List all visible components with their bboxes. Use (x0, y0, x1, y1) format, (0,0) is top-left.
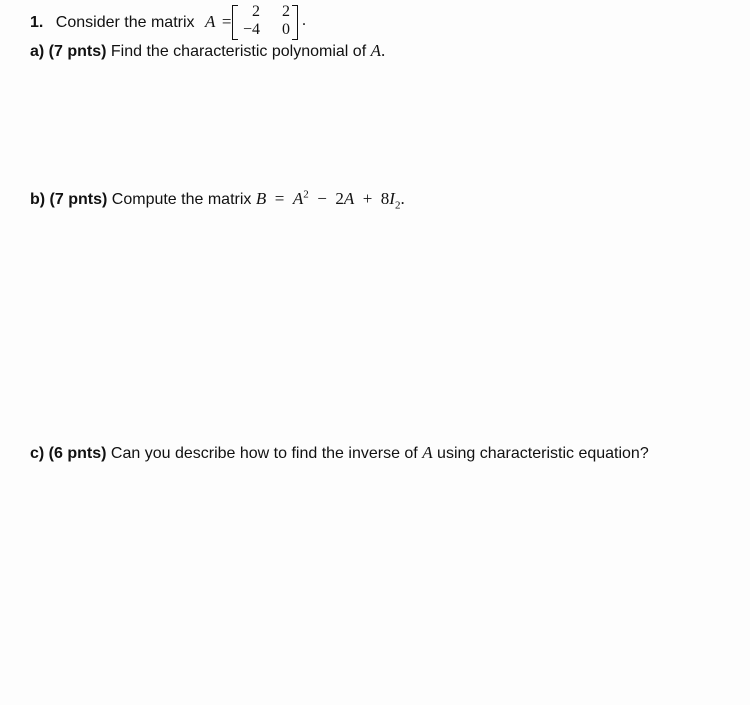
matrix-period: . (302, 12, 306, 29)
matrix-cell-1-2: 2 (282, 3, 290, 20)
question-1-header (30, 12, 231, 33)
part-b (30, 189, 405, 210)
matrix-right-bracket (292, 5, 298, 40)
eq-A: A (343, 189, 355, 208)
part-b-text: Compute the matrix (111, 191, 252, 208)
part-a-period: . (380, 41, 386, 60)
eq-identity-subscript: 2 (394, 199, 401, 212)
eq-identity: I (389, 189, 395, 208)
part-c-label: c) (6 pnts) (30, 445, 107, 462)
equals-sign: = (221, 12, 232, 31)
part-c-text-1: Can you describe how to find the inverse of (110, 445, 418, 462)
part-a (30, 41, 385, 62)
matrix-cell-2-1: −4 (242, 21, 260, 38)
question-number: 1. (30, 14, 44, 31)
eq-equals: = (274, 189, 285, 208)
part-a-variable: A (370, 41, 381, 60)
matrix-cell-1-1: 2 (252, 3, 260, 20)
eq-period: . (400, 189, 405, 208)
matrix-cell-2-2: 0 (282, 21, 290, 38)
matrix-A (232, 1, 302, 41)
eq-coef-2: 2 (335, 189, 344, 208)
part-c-text-2: using characteristic equation? (437, 445, 649, 462)
eq-plus: + (362, 189, 373, 208)
eq-coef-8: 8 (380, 189, 390, 208)
part-c (30, 443, 649, 464)
part-b-label: b) (7 pnts) (30, 191, 108, 208)
part-a-label: a) (7 pnts) (30, 43, 107, 60)
eq-exponent: 2 (303, 188, 309, 201)
part-c-variable: A (422, 443, 433, 462)
eq-B: B (255, 189, 267, 208)
part-b-equation (255, 188, 405, 212)
question-intro: Consider the matrix (55, 14, 195, 31)
matrix-variable: A (204, 12, 216, 31)
eq-A-squared: A (292, 189, 304, 208)
part-a-text: Find the characteristic polynomial of (110, 43, 367, 60)
eq-minus: − (317, 189, 327, 208)
